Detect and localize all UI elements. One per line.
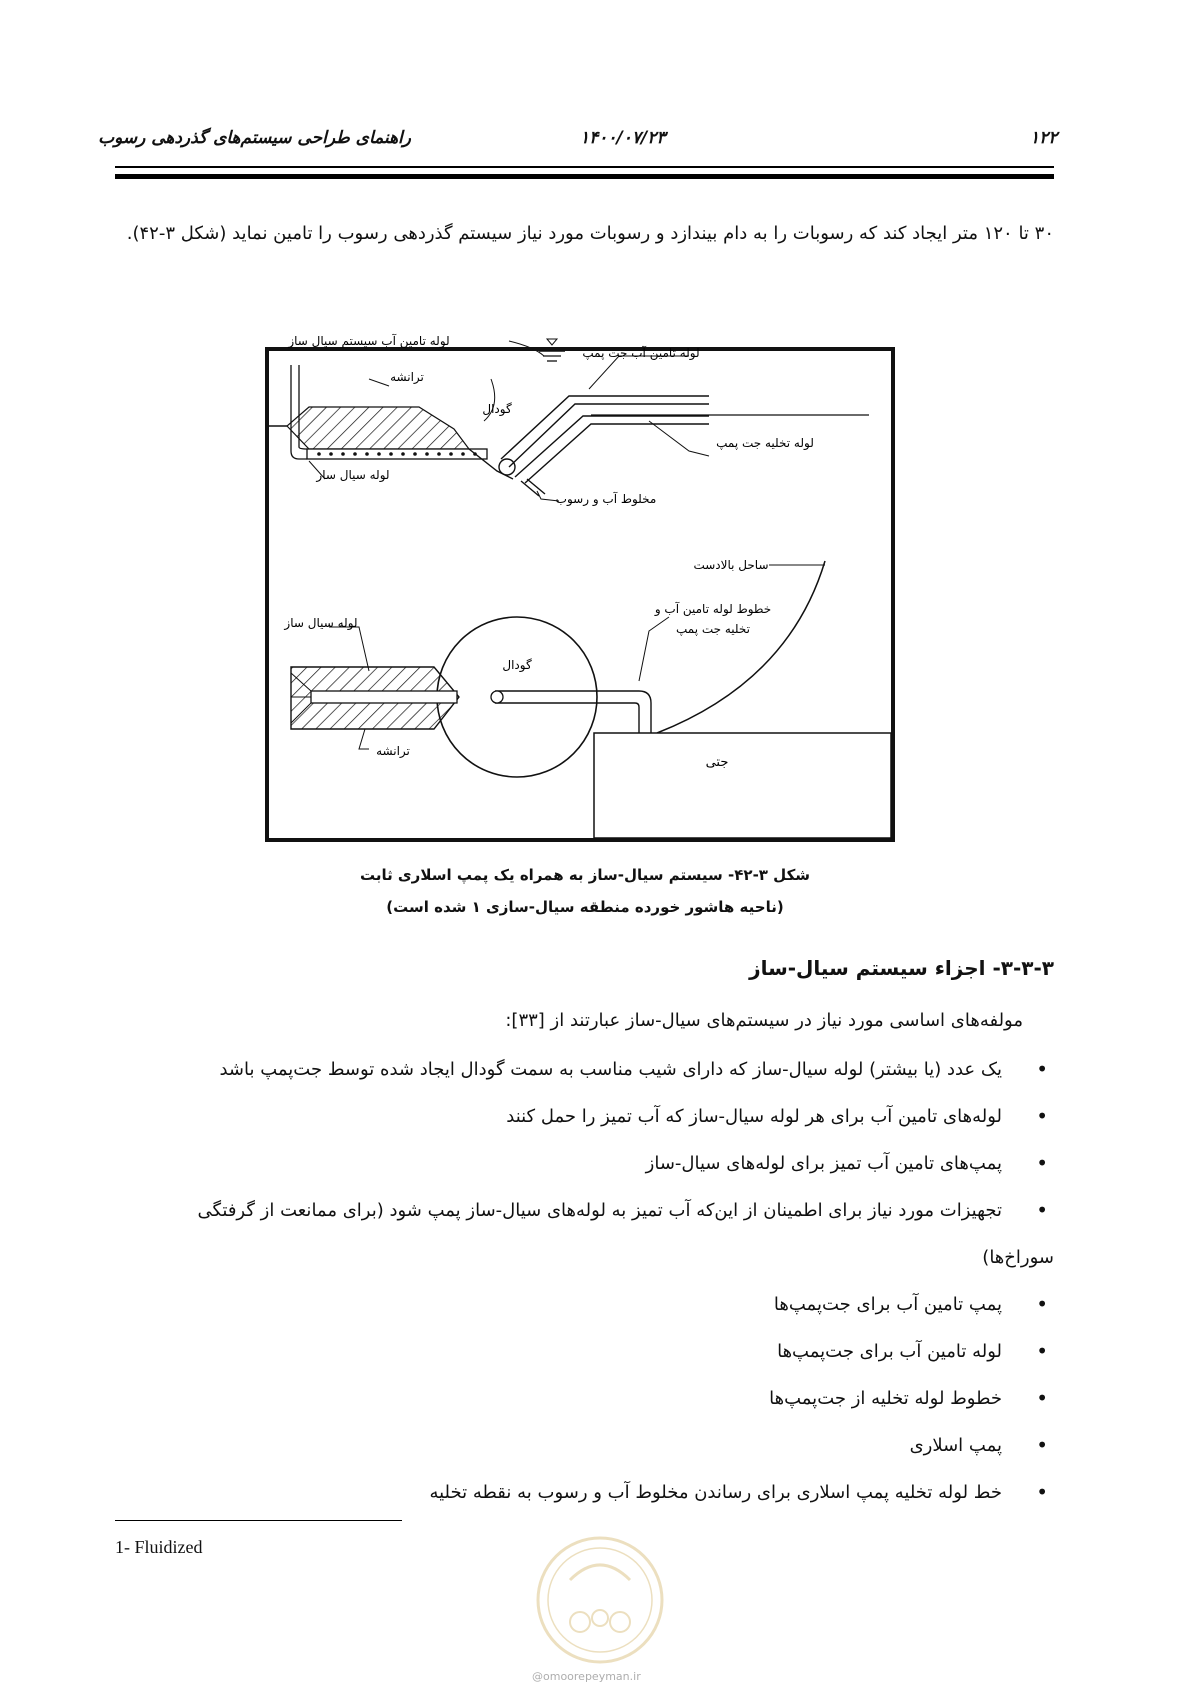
label-jet-supply-pipe: لوله تامین آب جت پمپ (582, 346, 700, 360)
label-jetty: جتی (705, 755, 729, 770)
list-item: • یک عدد (یا بیشتر) لوله سیال-ساز که دارای شیب مناسب به سمت گودال ایجاد شده توسط جت‌پمپ باشد (94, 1046, 1054, 1093)
label-jet-lines-2: تخلیه جت پمپ (675, 622, 751, 636)
figure-caption-note: (ناحیه هاشور خورده منطقه سیال-سازی ۱ شده است) (386, 898, 784, 916)
upstream-bank-curve (657, 561, 825, 733)
jet-pump-pipes (499, 396, 709, 496)
list-item: • لوله تامین آب برای جت‌پمپ‌ها (154, 1328, 1054, 1375)
list-item-wrapped (94, 1187, 1054, 1281)
fluidizer-pipe-bottom (311, 691, 457, 703)
header-rule-thin (115, 166, 1054, 168)
label-jet-discharge-pipe: لوله تخلیه جت پمپ (716, 436, 814, 450)
label-fluidizer-supply-pipe: لوله تامین آب سیستم سیال ساز (288, 334, 450, 348)
label-trench-top: ترانشه (390, 370, 424, 384)
page-number: ۱۲۲ (1030, 128, 1058, 148)
fluidizer-pipe-top (307, 449, 487, 459)
fluidizer-diagram (269, 334, 891, 838)
watermark-text: @omoorepeyman.ir (532, 1670, 641, 1683)
label-jet-lines-1: خطوط لوله تامین آب و (654, 602, 772, 616)
water-level-symbol (539, 339, 565, 361)
footnote-rule (115, 1520, 402, 1521)
label-pit-top: گودال (482, 402, 512, 416)
intro-paragraph: ۳۰ تا ۱۲۰ متر ایجاد کند که رسوبات را به دام بیندازد و رسوبات مورد نیاز سیستم گذردهی رسوب را تامین نماید (شکل ۳-۴۲). (126, 223, 1054, 244)
trench-hatch-top (287, 407, 469, 449)
label-upstream-bank: ساحل بالادست (693, 558, 769, 572)
list-item-line: سوراخ‌ها) (982, 1247, 1054, 1268)
footnote: 1- Fluidized (115, 1537, 203, 1557)
figure-frame (265, 334, 895, 842)
header-rule-thick (115, 174, 1054, 179)
list-item: • پمپ اسلاری (154, 1422, 1054, 1469)
list-item: • لوله‌های تامین آب برای هر لوله سیال-ساز که آب تمیز را حمل کنند (94, 1093, 1054, 1140)
label-water-sediment-mix: مخلوط آب و رسوب (555, 492, 657, 506)
label-pit-bottom: گودال (502, 658, 532, 672)
header-date: ۱۴۰۰/۰۷/۲۳ (580, 128, 666, 148)
figure-caption: شکل ۳-۴۲- سیستم سیال-ساز به همراه یک پمپ اسلاری ثابت (359, 866, 811, 884)
watermark-seal-logo (520, 1530, 680, 1670)
list-item: • خط لوله تخلیه پمپ اسلاری برای رساندن مخلوط آب و رسوب به نقطه تخلیه (154, 1469, 1054, 1516)
list-item: • پمپ‌های تامین آب تمیز برای لوله‌های سیال-ساز (94, 1140, 1054, 1187)
header-title: راهنمای طراحی سیستم‌های گذردهی رسوب (98, 128, 411, 148)
label-fluidizer-pipe-top: لوله سیال ساز (316, 468, 390, 482)
label-trench-bottom: ترانشه (376, 744, 410, 758)
section-heading: ۳-۳-۳- اجزاء سیستم سیال-ساز (749, 956, 1054, 980)
jetty-box (594, 733, 891, 838)
list-item: • خطوط لوله تخلیه از جت‌پمپ‌ها (154, 1375, 1054, 1422)
list-item: • پمپ تامین آب برای جت‌پمپ‌ها (154, 1281, 1054, 1328)
components-list-1 (94, 1046, 1054, 1281)
list-item-line: • تجهیزات مورد نیاز برای اطمینان از این‌که آب تمیز به لوله‌های سیال-ساز پمپ شود (برای ممانعت از گرفتگی (197, 1200, 1002, 1221)
label-fluidizer-pipe-bottom: لوله سیال ساز (284, 616, 358, 630)
pit-circle (437, 617, 597, 777)
components-list-2 (154, 1281, 1054, 1516)
components-intro: مولفه‌های اساسی مورد نیاز در سیستم‌های سیال-ساز عبارتند از [۳۳]: (505, 1010, 1023, 1031)
